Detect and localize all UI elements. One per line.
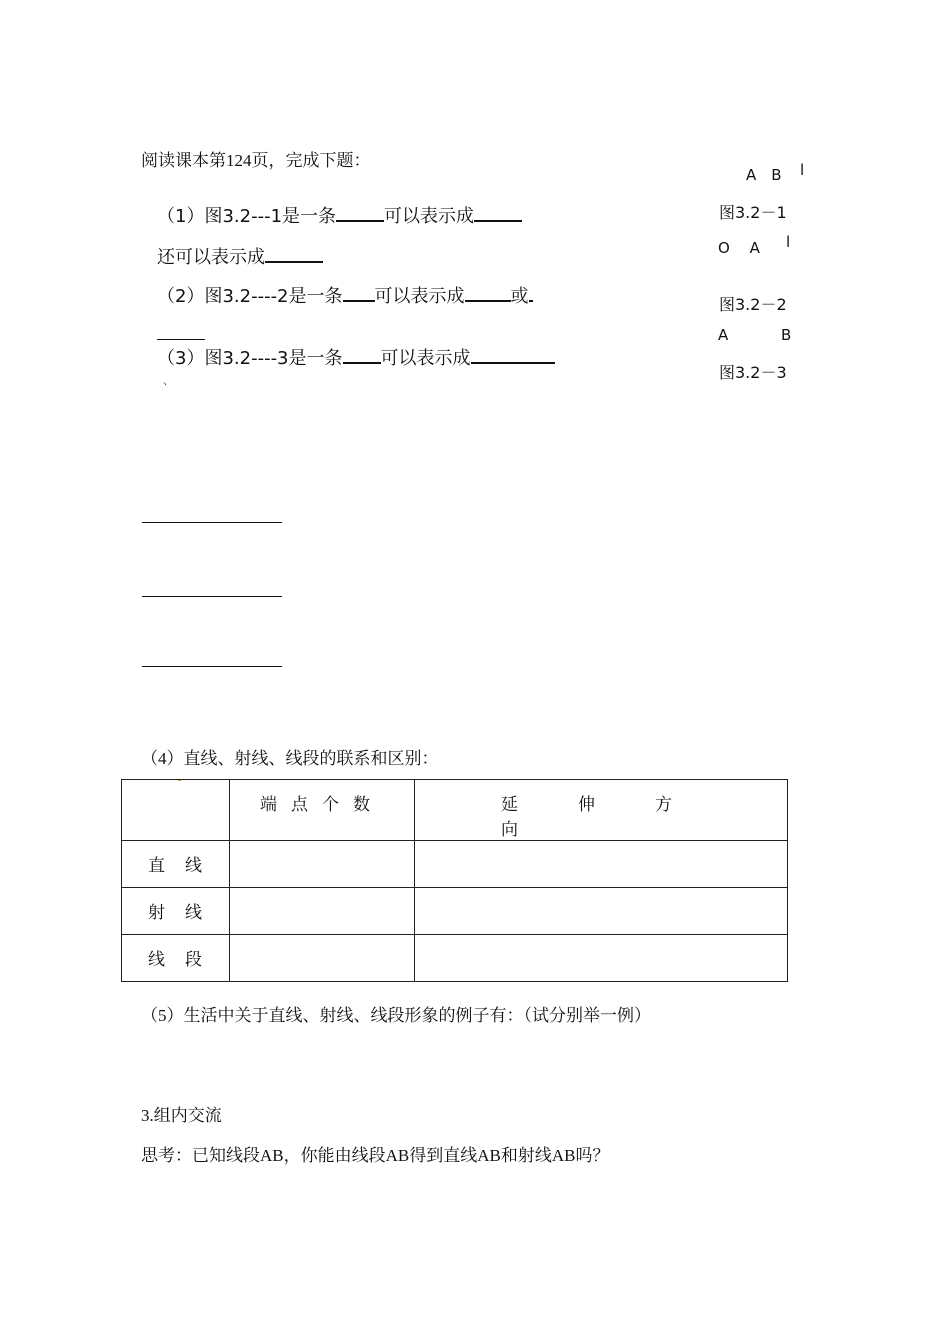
q3-text1: 是一条 bbox=[288, 348, 343, 369]
q3-blank-1[interactable] bbox=[343, 344, 381, 364]
comparison-table bbox=[121, 779, 788, 982]
q3-label: （3）图 bbox=[157, 348, 223, 369]
fig3-point-b: B bbox=[781, 326, 792, 344]
q3-stray-mark: 、 bbox=[163, 374, 174, 387]
q1-line2-text: 还可以表示成 bbox=[157, 247, 265, 268]
header-endpoints-text: 端点个数 bbox=[260, 795, 384, 814]
endpoints-cell[interactable] bbox=[230, 935, 415, 982]
table-header-endpoints bbox=[230, 780, 415, 841]
q3-blank-2[interactable] bbox=[471, 344, 555, 364]
q2-text2: 可以表示成 bbox=[374, 286, 465, 307]
row-label-cell bbox=[122, 935, 230, 982]
table-row bbox=[122, 888, 788, 935]
q2-blank-1[interactable] bbox=[343, 282, 375, 302]
direction-cell[interactable] bbox=[415, 841, 788, 888]
q2-text3: 或 bbox=[510, 286, 529, 307]
q1-text2: 可以表示成 bbox=[384, 206, 475, 227]
intro-text: 阅读课本第124页，完成下题： bbox=[141, 151, 371, 170]
fig2-caption: 图3.2－2 bbox=[719, 295, 787, 314]
row-label-cell bbox=[122, 888, 230, 935]
question-2 bbox=[157, 282, 533, 308]
q3-text2: 可以表示成 bbox=[380, 348, 471, 369]
header-direction-label bbox=[415, 780, 787, 840]
q1-blank-1[interactable] bbox=[336, 202, 384, 222]
q1-blank-2[interactable] bbox=[474, 202, 522, 222]
question-1 bbox=[157, 202, 522, 228]
table-row bbox=[122, 841, 788, 888]
figure-line-3 bbox=[142, 666, 282, 667]
q3-fig: 3.2----3 bbox=[222, 348, 289, 369]
q1-blank-3[interactable] bbox=[265, 243, 323, 263]
q2-fig: 3.2----2 bbox=[222, 286, 289, 307]
endpoints-cell[interactable] bbox=[230, 888, 415, 935]
q2-blank-4[interactable] bbox=[157, 339, 205, 340]
fig3-point-a: A bbox=[718, 326, 729, 344]
endpoints-cell[interactable] bbox=[230, 841, 415, 888]
q1-label: （1）图 bbox=[157, 206, 223, 227]
row-label: 线段 bbox=[148, 950, 222, 969]
table-header-direction bbox=[415, 780, 788, 841]
section3-question: 思考：已知线段AB，你能由线段AB得到直线AB和射线AB吗？ bbox=[141, 1146, 610, 1165]
header-endpoints-label bbox=[230, 780, 414, 815]
row-label-cell bbox=[122, 841, 230, 888]
fig1-caption: 图3.2－1 bbox=[719, 203, 787, 222]
fig3-caption: 图3.2－3 bbox=[719, 363, 787, 382]
table-header-row bbox=[122, 780, 788, 841]
row-label: 射线 bbox=[148, 903, 222, 922]
table-header-empty bbox=[122, 780, 230, 841]
row-label: 直线 bbox=[148, 856, 222, 875]
q2-label: （2）图 bbox=[157, 286, 223, 307]
q4-heading: （4）直线、射线、线段的联系和区别： bbox=[141, 749, 439, 768]
q2-blank-2[interactable] bbox=[465, 282, 511, 302]
question-3 bbox=[157, 344, 555, 370]
figure-line-1 bbox=[142, 522, 282, 523]
q5-text: （5）生活中关于直线、射线、线段形象的例子有：（试分别举一例） bbox=[141, 1006, 651, 1025]
fig2-points: O A bbox=[718, 239, 760, 257]
fig1-line-label: l bbox=[800, 161, 805, 179]
q2-text1: 是一条 bbox=[288, 286, 343, 307]
table-row bbox=[122, 935, 788, 982]
header-direction-text: 延伸方向 bbox=[501, 795, 732, 839]
section3-title: 3.组内交流 bbox=[141, 1106, 222, 1125]
fig1-points: A B bbox=[746, 166, 782, 184]
q1-text1: 是一条 bbox=[282, 206, 337, 227]
figure-line-2 bbox=[142, 596, 282, 597]
q1-fig: 3.2---1 bbox=[222, 206, 283, 227]
fig2-line-label: l bbox=[786, 233, 791, 251]
direction-cell[interactable] bbox=[415, 935, 788, 982]
direction-cell[interactable] bbox=[415, 888, 788, 935]
question-1-line2 bbox=[157, 243, 323, 269]
q2-blank-3[interactable] bbox=[529, 282, 533, 302]
